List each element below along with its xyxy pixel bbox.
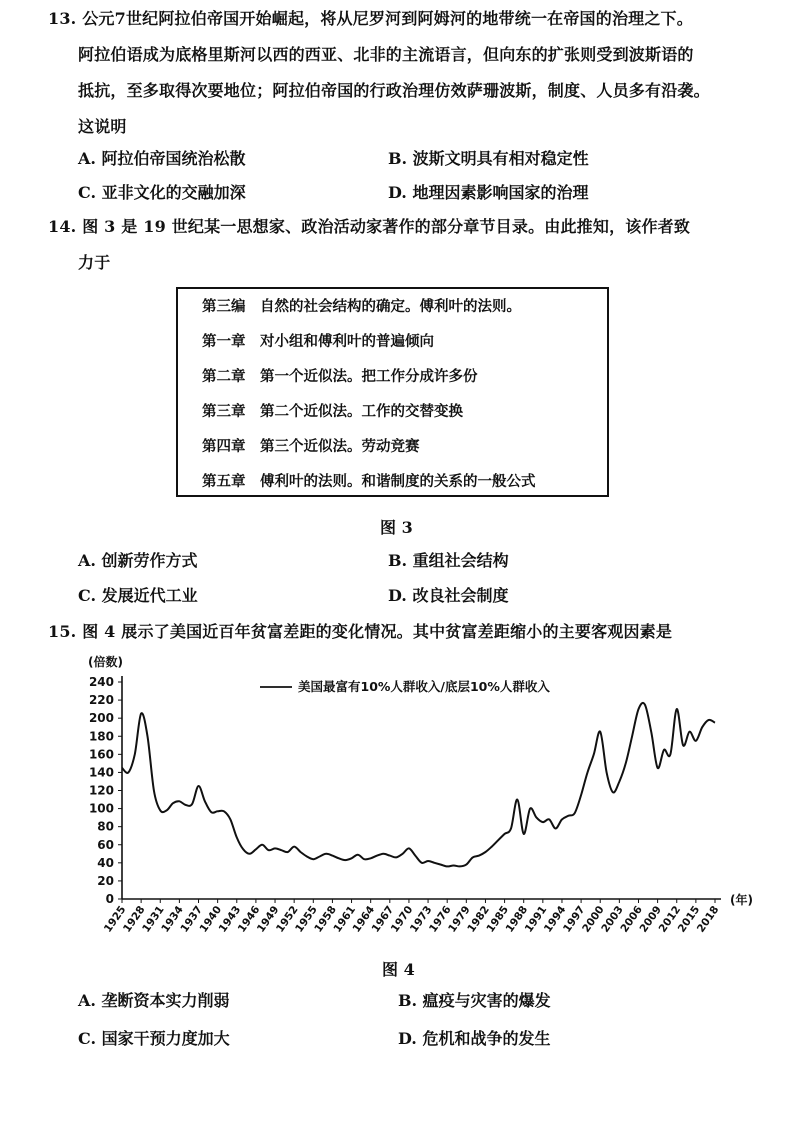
- x-tick-label: 1958: [312, 903, 339, 935]
- figure-4-caption: 图 4: [382, 960, 415, 979]
- q14-option-b[interactable]: B. 重组社会结构: [388, 551, 509, 570]
- y-tick-label: 240: [88, 675, 114, 689]
- y-tick-label: 200: [88, 711, 114, 726]
- toc-row-value: 自然的社会结构的确定。傅利叶的法则。: [260, 298, 521, 315]
- q15-option-d[interactable]: D. 危机和战争的发生: [398, 1029, 551, 1048]
- q15-stem-line: 15. 图 4 展示了美国近百年贫富差距的变化情况。其中贫富差距缩小的主要客观因素是: [48, 622, 673, 641]
- q13-stem-line-3: 抵抗，至多取得次要地位；阿拉伯帝国的行政治理仿效萨珊波斯，制度、人员多有沿袭。: [78, 81, 710, 100]
- x-tick-label: 1952: [274, 903, 301, 935]
- y-axis-ticks: [89, 675, 122, 906]
- q14-option-c[interactable]: C. 发展近代工业: [78, 586, 198, 605]
- x-tick-label: 1988: [503, 903, 531, 935]
- y-tick-label: 140: [88, 765, 114, 780]
- x-tick-label: 1949: [254, 903, 282, 935]
- toc-row-key: 第一章: [202, 333, 246, 350]
- y-tick-label: 220: [88, 693, 114, 708]
- q13-option-b[interactable]: B. 波斯文明具有相对稳定性: [388, 149, 589, 168]
- x-tick-label: 1946: [235, 903, 263, 935]
- x-tick-label: 1931: [140, 903, 167, 935]
- x-tick-label: 1937: [178, 903, 205, 935]
- x-tick-label: 1928: [120, 903, 148, 935]
- q13-option-c[interactable]: C. 亚非文化的交融加深: [78, 183, 246, 202]
- legend-label: 美国最富有10%人群收入/底层10%人群收入: [298, 679, 550, 694]
- q13-stem-line-1: 13. 公元7世纪阿拉伯帝国开始崛起，将从尼罗河到阿姆河的地带统一在帝国的治理之下。: [48, 9, 693, 28]
- y-axis-label: (倍数): [88, 655, 123, 669]
- toc-row-value: 对小组和傅利叶的普遍倾向: [260, 333, 434, 350]
- q14-stem-line-1: 14. 图 3 是 19 世纪某一思想家、政治活动家著作的部分章节目录。由此推知，该作者致: [48, 217, 691, 236]
- toc-row: [202, 332, 434, 352]
- toc-row-key: 第二章: [202, 368, 246, 385]
- x-tick-label: 1955: [293, 903, 320, 935]
- x-tick-label: 1997: [560, 903, 588, 935]
- toc-row: [202, 367, 478, 387]
- x-tick-label: 1967: [369, 903, 397, 935]
- x-tick-label: 2018: [694, 903, 722, 935]
- q15-option-b[interactable]: B. 瘟疫与灾害的爆发: [398, 991, 551, 1010]
- x-tick-label: 1964: [350, 903, 378, 935]
- q13-stem-line-2: 阿拉伯语成为底格里斯河以西的西亚、北非的主流语言，但向东的扩张则受到波斯语的: [78, 45, 694, 64]
- q15-option-a[interactable]: A. 垄断资本实力削弱: [78, 991, 230, 1010]
- y-tick-label: 180: [88, 729, 114, 744]
- toc-row-key: 第四章: [202, 438, 246, 455]
- q15-option-c[interactable]: C. 国家干预力度加大: [78, 1029, 230, 1048]
- q14-option-d[interactable]: D. 改良社会制度: [388, 586, 509, 605]
- toc-row: [202, 437, 420, 457]
- toc-row-value: 第一个近似法。把工作分成许多份: [260, 368, 478, 385]
- x-tick-label: 2003: [599, 903, 626, 935]
- x-tick-label: 2009: [637, 903, 665, 935]
- q13-stem-line-4: 这说明: [78, 117, 127, 136]
- x-tick-label: 1991: [522, 903, 550, 935]
- income-ratio-line-chart: [70, 650, 770, 940]
- toc-row-key: 第三编: [202, 298, 246, 315]
- toc-row: [202, 297, 521, 317]
- toc-row-key: 第五章: [202, 473, 246, 490]
- x-axis-label: (年): [730, 893, 753, 907]
- y-tick-label: 160: [88, 747, 114, 762]
- x-tick-label: 2015: [675, 903, 703, 935]
- x-axis-ticks: [102, 899, 722, 935]
- toc-row: [202, 402, 463, 422]
- y-tick-label: 20: [97, 873, 114, 888]
- x-tick-label: 1973: [407, 903, 435, 935]
- chart-axes: [122, 676, 721, 899]
- x-tick-label: 1985: [484, 903, 512, 935]
- table-of-contents-box: [176, 287, 609, 497]
- chart-labels: [88, 654, 753, 907]
- x-tick-label: 1961: [331, 903, 359, 935]
- x-tick-label: 1970: [388, 903, 416, 935]
- chart-series: [122, 703, 715, 867]
- toc-row: [202, 472, 536, 492]
- x-tick-label: 1940: [197, 903, 225, 935]
- x-tick-label: 1934: [159, 903, 186, 935]
- x-tick-label: 2000: [580, 903, 607, 935]
- x-tick-label: 2012: [656, 903, 684, 935]
- x-tick-label: 1925: [101, 903, 129, 935]
- y-tick-label: 80: [97, 819, 114, 834]
- x-tick-label: 2006: [618, 903, 645, 935]
- series-line: [122, 703, 715, 867]
- q13-option-d[interactable]: D. 地理因素影响国家的治理: [388, 183, 589, 202]
- toc-row-value: 第三个近似法。劳动竞赛: [260, 438, 420, 455]
- toc-row-value: 第二个近似法。工作的交替变换: [260, 403, 463, 420]
- y-tick-label: 0: [105, 892, 114, 906]
- q14-stem-line-2: 力于: [78, 253, 111, 272]
- x-tick-label: 1979: [446, 903, 473, 935]
- toc-row-value: 傅利叶的法则。和谐制度的关系的一般公式: [260, 473, 536, 490]
- y-tick-label: 40: [97, 855, 114, 870]
- toc-row-key: 第三章: [202, 403, 246, 420]
- q14-option-a[interactable]: A. 创新劳作方式: [78, 551, 198, 570]
- q13-option-a[interactable]: A. 阿拉伯帝国统治松散: [78, 149, 246, 168]
- figure-3-caption: 图 3: [380, 518, 413, 537]
- y-tick-label: 60: [97, 837, 114, 852]
- x-tick-label: 1982: [465, 903, 492, 935]
- y-tick-label: 120: [88, 783, 114, 798]
- x-tick-label: 1976: [427, 903, 454, 935]
- x-tick-label: 1943: [216, 903, 244, 935]
- x-tick-label: 1994: [541, 903, 569, 935]
- y-tick-label: 100: [88, 801, 114, 816]
